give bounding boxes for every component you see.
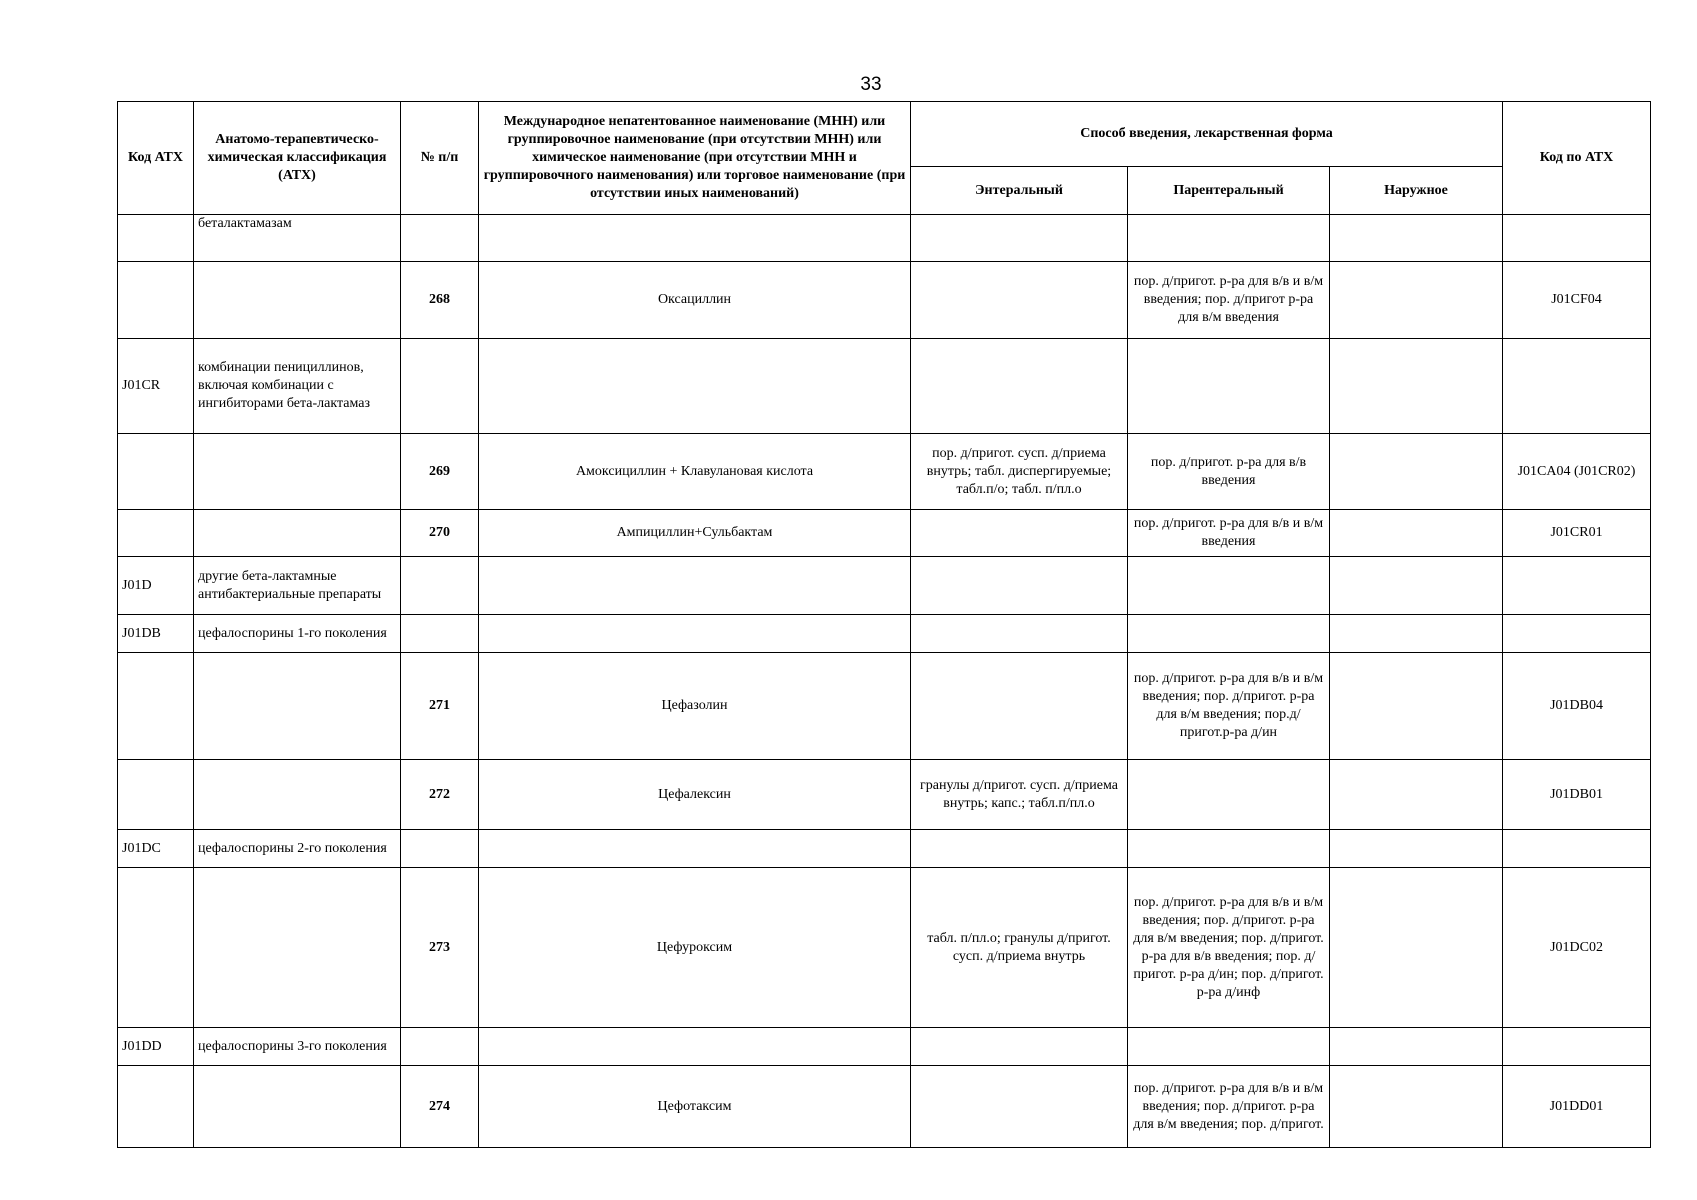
atc-group-cell — [194, 510, 401, 557]
enteral-cell — [911, 1066, 1128, 1148]
drug-name-cell — [479, 1028, 911, 1066]
row-number-cell — [401, 1028, 479, 1066]
header-name: Международное непатентованное наименование (МНН) или группировочное наименование (при отсутствии МНН) или химическое наименование (при отсутствии МНН и группировочного наименования) или торговое наименование (при отсутствии иных наименований) — [479, 102, 911, 215]
external-cell — [1330, 1066, 1503, 1148]
external-cell — [1330, 868, 1503, 1028]
table-row — [118, 510, 1651, 557]
table-row — [118, 434, 1651, 510]
atc-group-cell: комбинации пенициллинов, включая комбинации с ингибиторами бета-лактамаз — [194, 339, 401, 434]
table-row — [118, 1028, 1651, 1066]
drug-name-cell: Оксациллин — [479, 262, 911, 339]
atc-group-cell — [194, 760, 401, 830]
page-number: 33 — [860, 74, 882, 95]
drug-name-cell: Цефотаксим — [479, 1066, 911, 1148]
row-number-cell: 272 — [401, 760, 479, 830]
parenteral-cell: пор. д/пригот. р-ра для в/в и в/м введения; пор. д/пригот. р-ра для в/м введения; пор. д/пригот. — [1128, 1066, 1330, 1148]
drug-name-cell — [479, 557, 911, 615]
parenteral-cell — [1128, 760, 1330, 830]
atc-group-cell: беталактамазам — [194, 215, 401, 262]
atc-group-cell: цефалоспорины 3-го поколения — [194, 1028, 401, 1066]
row-number-cell: 270 — [401, 510, 479, 557]
atc-result-cell: J01CF04 — [1503, 262, 1651, 339]
enteral-cell — [911, 510, 1128, 557]
atc-result-cell — [1503, 215, 1651, 262]
header-route-form: Способ введения, лекарственная форма — [911, 102, 1503, 167]
external-cell — [1330, 653, 1503, 760]
table-row — [118, 262, 1651, 339]
enteral-cell — [911, 653, 1128, 760]
parenteral-cell: пор. д/пригот. р-ра для в/в и в/м введения; пор. д/пригот. р-ра для в/м введения; пор.д/пригот.р-ра д/ин — [1128, 653, 1330, 760]
parenteral-cell: пор. д/пригот. р-ра для в/в и в/м введения; пор. д/пригот р-ра для в/м введения — [1128, 262, 1330, 339]
table-body — [118, 215, 1651, 1148]
atc-code-cell — [118, 434, 194, 510]
header-code-by-atc: Код по АТХ — [1503, 102, 1651, 215]
drug-name-cell: Цефалексин — [479, 760, 911, 830]
atc-group-cell — [194, 434, 401, 510]
enteral-cell — [911, 557, 1128, 615]
atc-code-cell — [118, 262, 194, 339]
external-cell — [1330, 262, 1503, 339]
atc-code-cell — [118, 760, 194, 830]
atc-code-cell — [118, 215, 194, 262]
atc-code-cell — [118, 1066, 194, 1148]
atc-result-cell — [1503, 615, 1651, 653]
drug-name-cell — [479, 215, 911, 262]
row-number-cell: 268 — [401, 262, 479, 339]
enteral-cell: гранулы д/пригот. сусп. д/приема внутрь; капс.; табл.п/пл.о — [911, 760, 1128, 830]
row-number-cell: 273 — [401, 868, 479, 1028]
atc-result-cell — [1503, 557, 1651, 615]
table-row — [118, 830, 1651, 868]
drug-name-cell: Цефуроксим — [479, 868, 911, 1028]
drug-name-cell: Цефазолин — [479, 653, 911, 760]
drug-name-cell — [479, 339, 911, 434]
parenteral-cell: пор. д/пригот. р-ра для в/в и в/м введения — [1128, 510, 1330, 557]
enteral-cell — [911, 830, 1128, 868]
header-number: № п/п — [401, 102, 479, 215]
atc-group-cell — [194, 653, 401, 760]
row-number-cell — [401, 557, 479, 615]
enteral-cell — [911, 262, 1128, 339]
external-cell — [1330, 339, 1503, 434]
header-code-atc: Код АТХ — [118, 102, 194, 215]
row-number-cell — [401, 615, 479, 653]
table-row — [118, 868, 1651, 1028]
atc-group-cell: другие бета-лактамные антибактериальные препараты — [194, 557, 401, 615]
atc-result-cell — [1503, 339, 1651, 434]
drug-table — [117, 101, 1651, 1148]
atc-group-cell — [194, 1066, 401, 1148]
enteral-cell: табл. п/пл.о; гранулы д/пригот. сусп. д/приема внутрь — [911, 868, 1128, 1028]
atc-group-cell — [194, 262, 401, 339]
atc-group-cell: цефалоспорины 1-го поколения — [194, 615, 401, 653]
enteral-cell: пор. д/пригот. сусп. д/приема внутрь; табл. диспергируемые; табл.п/о; табл. п/пл.о — [911, 434, 1128, 510]
atc-group-cell — [194, 868, 401, 1028]
parenteral-cell — [1128, 615, 1330, 653]
external-cell — [1330, 510, 1503, 557]
atc-result-cell: J01DD01 — [1503, 1066, 1651, 1148]
drug-name-cell — [479, 830, 911, 868]
external-cell — [1330, 557, 1503, 615]
header-enteral: Энтеральный — [911, 167, 1128, 215]
atc-code-cell — [118, 653, 194, 760]
table-row — [118, 215, 1651, 262]
atc-result-cell: J01DC02 — [1503, 868, 1651, 1028]
atc-group-cell: цефалоспорины 2-го поколения — [194, 830, 401, 868]
atc-result-cell: J01DB01 — [1503, 760, 1651, 830]
table-row — [118, 615, 1651, 653]
row-number-cell — [401, 830, 479, 868]
external-cell — [1330, 615, 1503, 653]
external-cell — [1330, 760, 1503, 830]
enteral-cell — [911, 339, 1128, 434]
atc-result-cell: J01DB04 — [1503, 653, 1651, 760]
parenteral-cell: пор. д/пригот. р-ра для в/в и в/м введения; пор. д/пригот. р-ра для в/м введения; пор. д/пригот. р-ра для в/в введения; пор. д/пригот. р-ра д/ин; пор. д/пригот. р-ра д/инф — [1128, 868, 1330, 1028]
parenteral-cell — [1128, 339, 1330, 434]
header-atc-classification: Анатомо-терапевтическо-химическая классификация (АТХ) — [194, 102, 401, 215]
external-cell — [1330, 830, 1503, 868]
row-number-cell — [401, 339, 479, 434]
parenteral-cell — [1128, 557, 1330, 615]
table-row — [118, 653, 1651, 760]
parenteral-cell — [1128, 830, 1330, 868]
table-row — [118, 339, 1651, 434]
atc-result-cell: J01CR01 — [1503, 510, 1651, 557]
atc-result-cell — [1503, 830, 1651, 868]
parenteral-cell: пор. д/пригот. р-ра для в/в введения — [1128, 434, 1330, 510]
external-cell — [1330, 434, 1503, 510]
atc-code-cell — [118, 510, 194, 557]
table-row — [118, 1066, 1651, 1148]
table-row — [118, 760, 1651, 830]
header-external: Наружное — [1330, 167, 1503, 215]
atc-result-cell — [1503, 1028, 1651, 1066]
drug-name-cell — [479, 615, 911, 653]
table-row — [118, 557, 1651, 615]
atc-code-cell: J01CR — [118, 339, 194, 434]
row-number-cell: 271 — [401, 653, 479, 760]
header-parenteral: Парентеральный — [1128, 167, 1330, 215]
atc-code-cell — [118, 868, 194, 1028]
enteral-cell — [911, 615, 1128, 653]
atc-code-cell: J01DC — [118, 830, 194, 868]
enteral-cell — [911, 215, 1128, 262]
drug-name-cell: Ампициллин+Сульбактам — [479, 510, 911, 557]
enteral-cell — [911, 1028, 1128, 1066]
row-number-cell: 274 — [401, 1066, 479, 1148]
drug-name-cell: Амоксициллин + Клавулановая кислота — [479, 434, 911, 510]
atc-code-cell: J01DB — [118, 615, 194, 653]
atc-code-cell: J01D — [118, 557, 194, 615]
parenteral-cell — [1128, 215, 1330, 262]
external-cell — [1330, 215, 1503, 262]
atc-result-cell: J01CA04 (J01CR02) — [1503, 434, 1651, 510]
row-number-cell — [401, 215, 479, 262]
parenteral-cell — [1128, 1028, 1330, 1066]
external-cell — [1330, 1028, 1503, 1066]
atc-code-cell: J01DD — [118, 1028, 194, 1066]
row-number-cell: 269 — [401, 434, 479, 510]
